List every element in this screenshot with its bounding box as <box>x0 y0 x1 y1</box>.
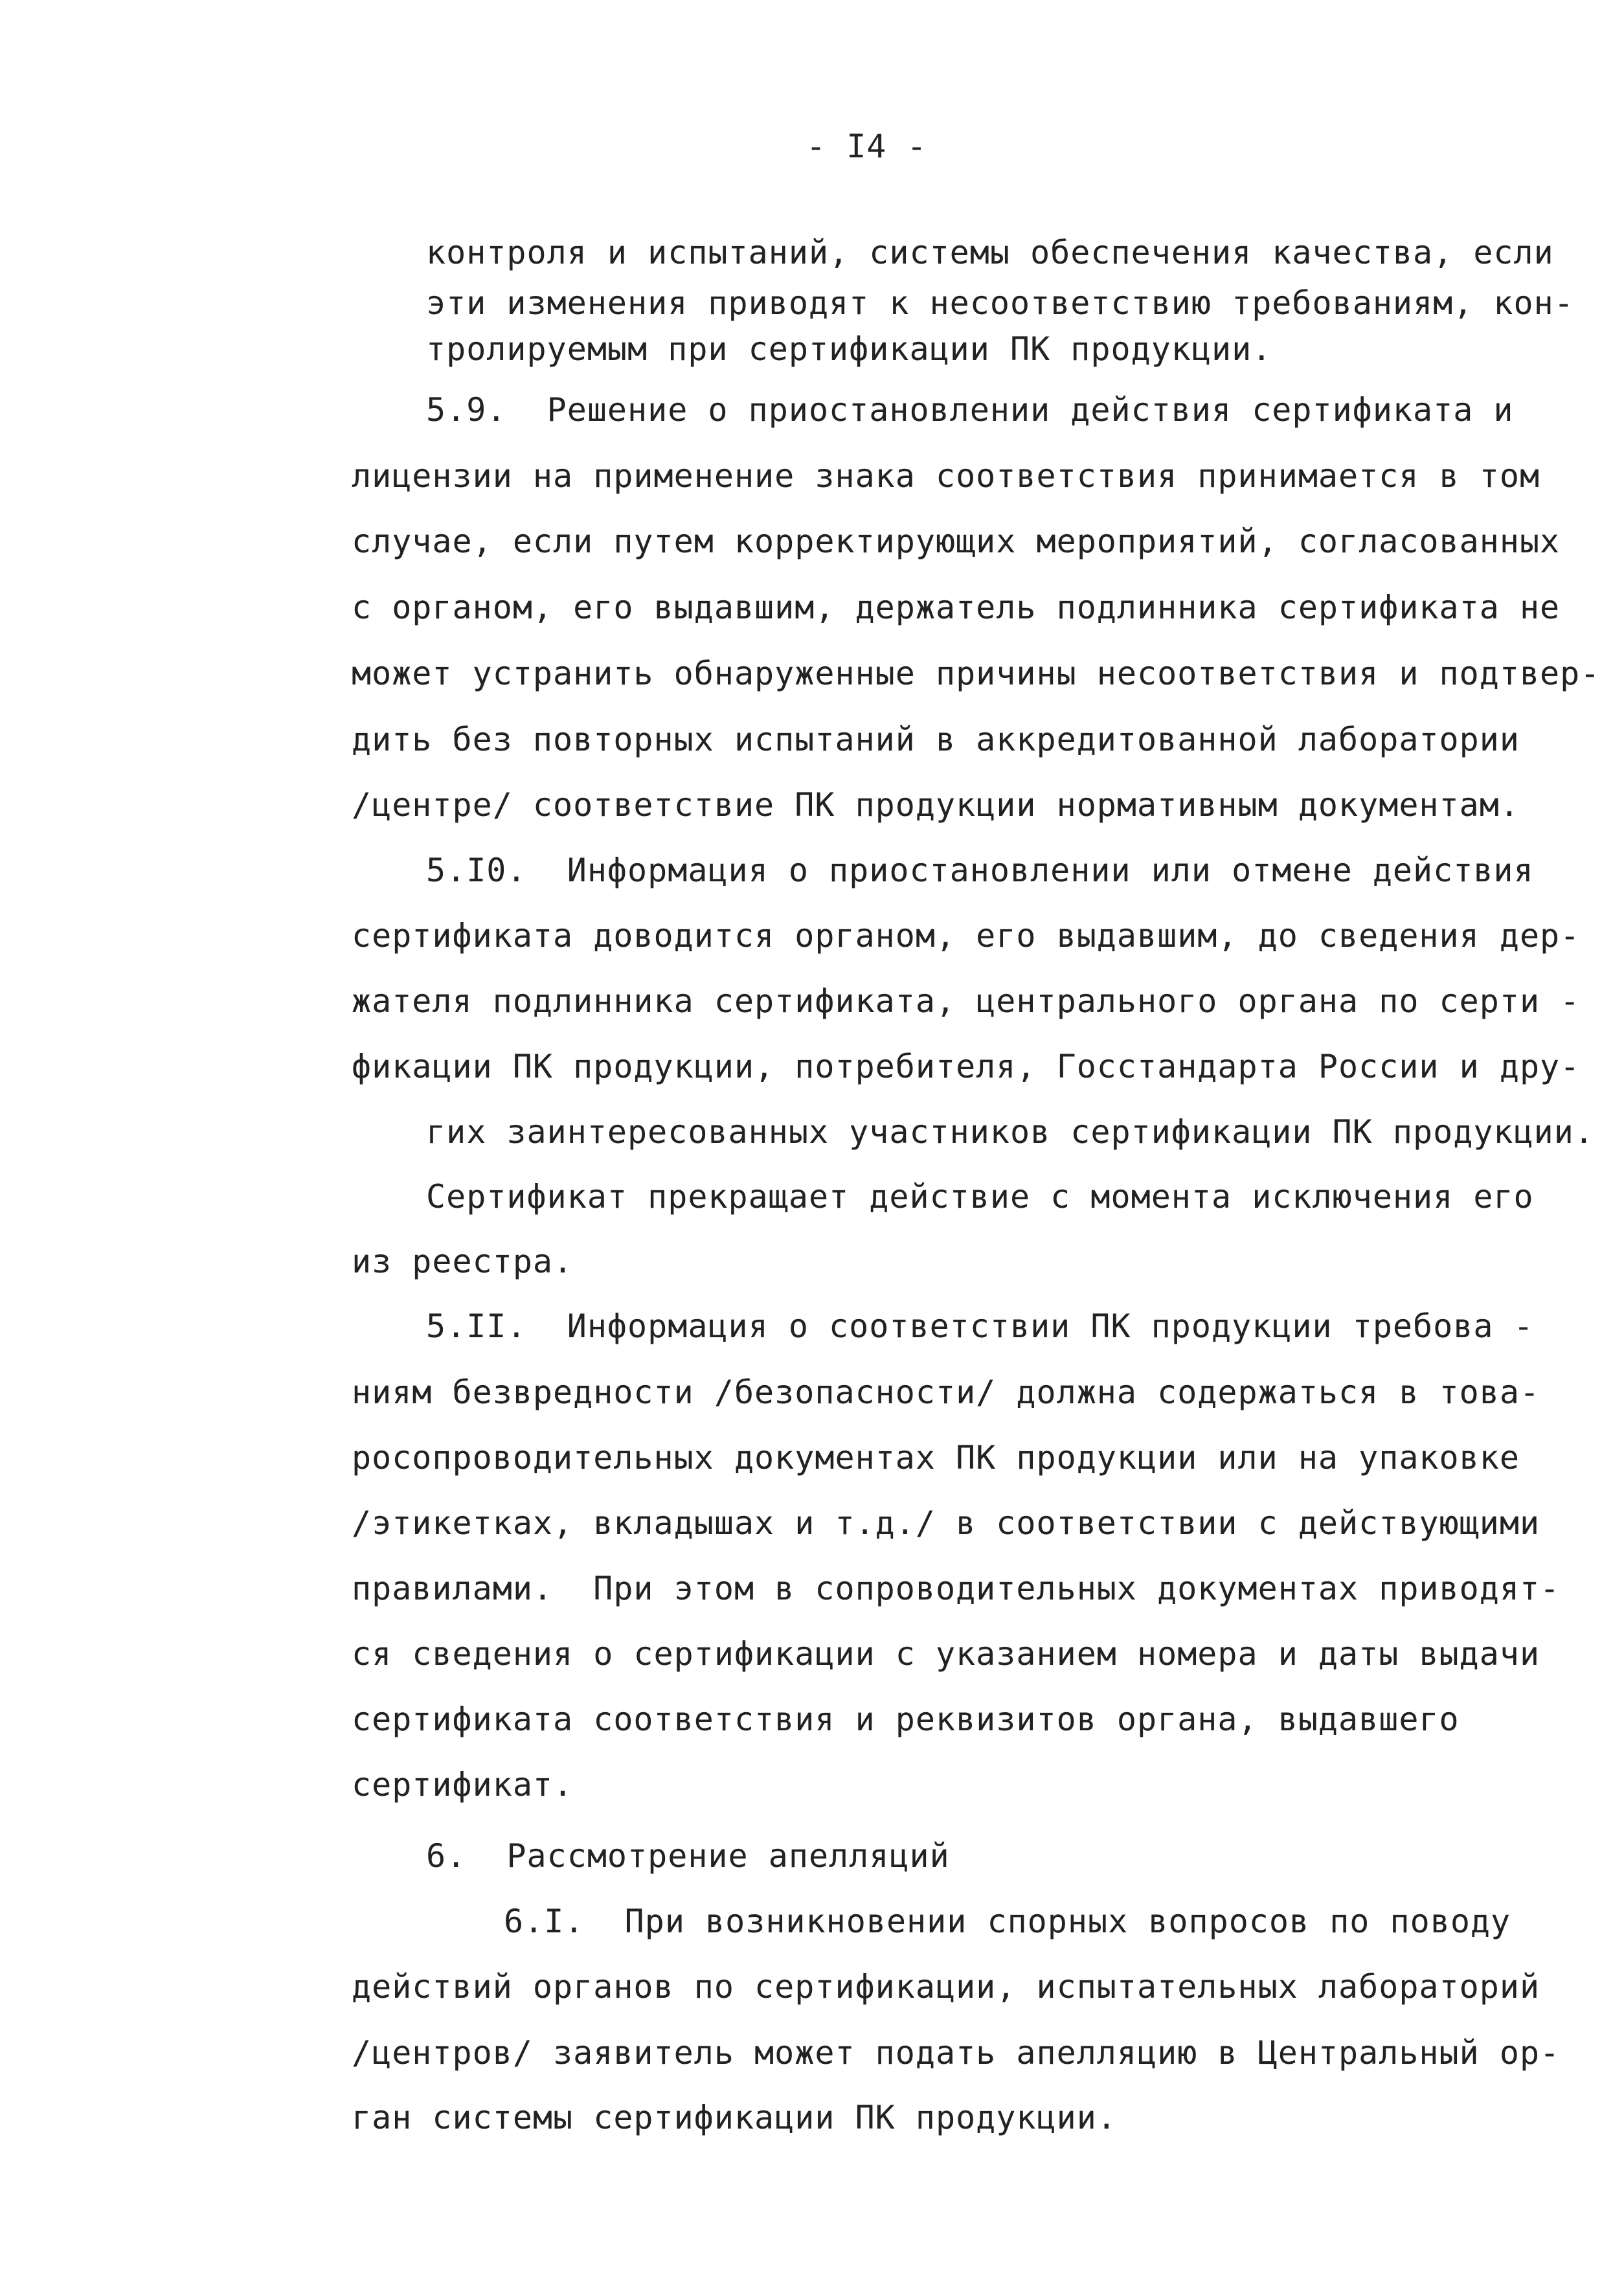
text-line: лицензии на применение знака соответствия принимается в том <box>352 457 1540 495</box>
text-line: эти изменения приводят к несоответствию требованиям, кон- <box>426 284 1574 322</box>
text-line: ган системы сертификации ПК продукции. <box>352 2099 1117 2136</box>
page-number: - I4 - <box>806 128 927 165</box>
text-line: /этикетках, вкладышах и т.д./ в соответствии с действующими <box>352 1504 1540 1542</box>
text-line: сертификата соответствия и реквизитов органа, выдавшего <box>352 1701 1460 1738</box>
section-heading: 6. Рассмотрение апелляций <box>426 1837 950 1875</box>
text-line: сертификата доводится органом, его выдавшим, до сведения дер- <box>352 917 1581 955</box>
text-line: дить без повторных испытаний в аккредитованной лаборатории <box>352 721 1520 758</box>
text-line: контроля и испытаний, системы обеспечения качества, если <box>426 234 1554 271</box>
text-line: гих заинтересованных участников сертификации ПК продукции. <box>426 1113 1594 1151</box>
text-line: жателя подлинника сертификата, центрального органа по серти - <box>352 982 1581 1020</box>
text-line: росопроводительных документах ПК продукции или на упаковке <box>352 1439 1520 1476</box>
text-line: тролируемым при сертификации ПК продукции. <box>426 330 1272 368</box>
text-line: может устранить обнаруженные причины несоответствия и подтвер- <box>352 655 1601 692</box>
text-line: 5.9. Решение о приостановлении действия сертификата и <box>426 391 1514 429</box>
text-line: сертификат. <box>352 1766 574 1803</box>
text-line: из реестра. <box>352 1243 574 1280</box>
text-line: 6.I. При возникновении спорных вопросов по поводу <box>504 1903 1511 1940</box>
text-line: 5.II. Информация о соответствии ПК продукции требова - <box>426 1307 1534 1345</box>
text-line: /центров/ заявитель может подать апелляцию в Центральный ор- <box>352 2034 1561 2072</box>
text-line: с органом, его выдавшим, держатель подлинника сертификата не <box>352 589 1561 626</box>
text-line: действий органов по сертификации, испытательных лабораторий <box>352 1968 1540 2006</box>
text-line: правилами. При этом в сопроводительных документах приводят- <box>352 1570 1561 1607</box>
text-line: /центре/ соответствие ПК продукции нормативным документам. <box>352 786 1520 824</box>
text-line: ниям безвредности /безопасности/ должна содержаться в това- <box>352 1374 1540 1411</box>
text-line: случае, если путем корректирующих мероприятий, согласованных <box>352 523 1561 560</box>
text-line: ся сведения о сертификации с указанием номера и даты выдачи <box>352 1635 1540 1673</box>
text-line: фикации ПК продукции, потребителя, Госстандарта России и дру- <box>352 1048 1581 1085</box>
text-line: 5.I0. Информация о приостановлении или отмене действия <box>426 852 1534 889</box>
text-line: Сертификат прекращает действие с момента исключения его <box>426 1178 1534 1215</box>
